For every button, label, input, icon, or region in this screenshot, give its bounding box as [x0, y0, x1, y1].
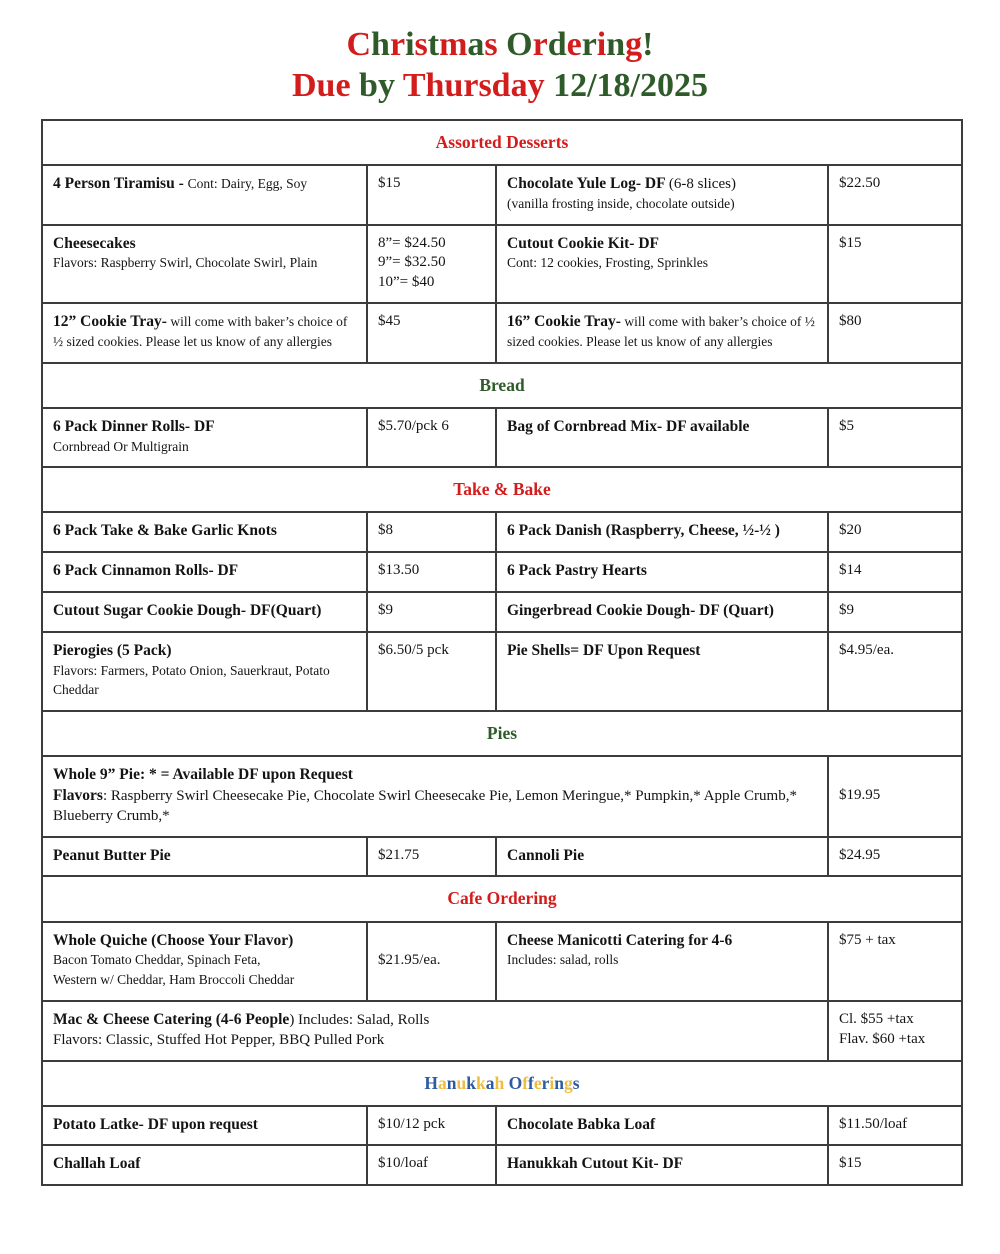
text-run: Cheese Manicotti Catering for 4-6 [507, 931, 733, 949]
text-run: Flavors: Farmers, Potato Onion, Sauerkraut, Potato Cheddar [53, 662, 330, 698]
text-run: Cornbread Or Multigrain [53, 438, 189, 454]
cell-line [378, 174, 485, 194]
section-header-letter: g [564, 1072, 573, 1093]
text-run: $11.50/loaf [839, 1115, 908, 1132]
item-cell [42, 303, 367, 363]
section-header-letter: a [485, 1072, 495, 1093]
section-header-letter: u [456, 1072, 467, 1093]
section-header-letter: e [533, 1072, 542, 1093]
page-title-line2 [0, 65, 1000, 106]
section-header [42, 1061, 962, 1106]
price-cell [367, 408, 496, 468]
text-run: $24.95 [839, 846, 881, 863]
cell-line [53, 765, 817, 786]
cell-line [378, 846, 485, 866]
title-letter: m [439, 26, 468, 63]
cell-line [839, 521, 951, 541]
price-cell [828, 512, 962, 552]
cell-line [839, 561, 951, 581]
text-run: Flavors: Classic, Stuffed Hot Pepper, BBQ Pulled Pork [53, 1031, 385, 1048]
price-cell [367, 552, 496, 592]
menu-row [42, 225, 962, 303]
section-row [42, 120, 962, 165]
section-header-letter: O [508, 1072, 523, 1093]
section-header-letter: n [554, 1072, 565, 1093]
cell-line [378, 951, 485, 971]
price-cell [828, 756, 962, 836]
text-run: 12” Cookie Tray- [53, 313, 167, 331]
title-letter: r [581, 26, 597, 63]
title-letter: i [596, 26, 607, 63]
section-header-letter: f [522, 1072, 529, 1093]
cell-line [507, 417, 817, 438]
price-cell [367, 1106, 496, 1146]
title-letter: h [371, 26, 390, 63]
menu-row [42, 512, 962, 552]
text-run: Potato Latke- DF upon request [53, 1115, 258, 1133]
price-cell [828, 552, 962, 592]
price-cell [828, 225, 962, 303]
section-header-letter: h [494, 1072, 505, 1093]
cell-line [53, 662, 356, 702]
text-run: Gingerbread Cookie Dough- DF (Quart) [507, 601, 774, 619]
text-run: Bacon Tomato Cheddar, Spinach Feta, [53, 952, 261, 968]
text-run: Western w/ Cheddar, Ham Broccoli Cheddar [53, 972, 295, 988]
text-run: ) Includes: Salad, Rolls [289, 1011, 430, 1028]
price-cell [367, 592, 496, 632]
item-cell [42, 1106, 367, 1146]
title-letter: O [506, 26, 533, 63]
section-header-letter: k [475, 1072, 486, 1093]
item-cell [42, 632, 367, 711]
price-cell [367, 165, 496, 225]
section-header: Take & Bake [42, 467, 962, 512]
text-run: $21.75 [378, 846, 420, 863]
cell-line [839, 601, 951, 621]
text-run: $15 [839, 1155, 862, 1172]
title-letter: C [346, 26, 372, 63]
text-run: $21.95/ea. [378, 951, 441, 968]
text-run: Cheesecakes [53, 234, 136, 252]
menu-row [42, 837, 962, 877]
text-run: $75 + tax [839, 931, 896, 948]
cell-line [378, 253, 485, 273]
cell-line [378, 417, 485, 437]
cell-line [839, 1115, 951, 1135]
cell-line [507, 1154, 817, 1175]
item-cell [42, 1001, 828, 1061]
item-cell [42, 165, 367, 225]
cell-line [53, 951, 356, 971]
cell-line [53, 174, 356, 195]
menu-row [42, 592, 962, 632]
text-run: 16” Cookie Tray- [507, 313, 621, 331]
cell-line [53, 417, 356, 438]
item-cell [42, 552, 367, 592]
text-run: 6 Pack Take & Bake Garlic Knots [53, 522, 277, 540]
text-run: 8”= $24.50 [378, 234, 446, 251]
cell-line [839, 641, 951, 661]
cell-line [378, 521, 485, 541]
item-cell [42, 512, 367, 552]
menu-row [42, 1001, 962, 1061]
cell-line [53, 971, 356, 991]
section-header-letter: H [424, 1072, 439, 1093]
text-run: Cl. $55 +tax [839, 1010, 914, 1027]
item-cell [42, 1145, 367, 1185]
cell-line [507, 174, 817, 195]
text-run: Bag of Cornbread Mix- DF available [507, 417, 750, 435]
section-header: Pies [42, 711, 962, 756]
cell-line [53, 1115, 356, 1136]
price-cell [828, 922, 962, 1001]
price-cell [828, 632, 962, 711]
price-cell [828, 408, 962, 468]
title-letter: n [606, 26, 626, 63]
text-run: $13.50 [378, 562, 420, 579]
page-title-line1 [0, 24, 1000, 65]
section-row [42, 467, 962, 512]
menu-row [42, 1106, 962, 1146]
cell-line [507, 1115, 817, 1136]
item-cell [496, 225, 828, 303]
item-cell [42, 408, 367, 468]
text-run: 10”= $40 [378, 274, 435, 291]
text-run: $15 [839, 234, 862, 251]
text-run: Hanukkah Cutout Kit- DF [507, 1155, 684, 1173]
price-cell [367, 303, 496, 363]
menu-row [42, 303, 962, 363]
cell-line [378, 312, 485, 332]
menu-row [42, 552, 962, 592]
text-run: Whole 9” Pie: * = Available DF upon Request [53, 766, 353, 784]
text-run: (6-8 slices) [668, 176, 736, 193]
text-run: $45 [378, 313, 401, 330]
price-cell [828, 165, 962, 225]
text-run: Cont: 12 cookies, Frosting, Sprinkles [507, 255, 709, 271]
section-row [42, 876, 962, 921]
cell-line [839, 846, 951, 866]
cell-line [507, 254, 817, 274]
text-run: will come with baker’s choice of ½ sized cookies. Please let us know of any allergies [53, 314, 348, 349]
title-word: by [350, 67, 395, 105]
text-run: $9 [378, 601, 393, 618]
price-cell [367, 632, 496, 711]
price-cell [367, 512, 496, 552]
text-run: Chocolate Babka Loaf [507, 1115, 656, 1133]
text-run: 6 Pack Cinnamon Rolls- DF [53, 562, 239, 580]
text-run: (vanilla frosting inside, chocolate outside) [507, 195, 735, 211]
title-letter: d [547, 26, 567, 63]
cell-line [53, 931, 356, 952]
cell-line [839, 417, 951, 437]
title-word: 12/18/2025 [544, 67, 708, 105]
section-header-letter: r [541, 1072, 550, 1093]
price-cell [367, 922, 496, 1001]
text-run: $6.50/5 pck [378, 641, 449, 658]
text-run: Chocolate Yule Log- DF [507, 175, 669, 193]
cell-line [839, 1030, 951, 1050]
cell-line [507, 234, 817, 255]
item-cell [496, 632, 828, 711]
text-run: $22.50 [839, 175, 881, 192]
cell-line [839, 931, 951, 951]
text-run: Pierogies (5 Pack) [53, 641, 172, 659]
cell-line [53, 846, 356, 867]
cell-line [839, 312, 951, 332]
page-titles [0, 0, 1000, 107]
text-run: $80 [839, 313, 862, 330]
text-run: $10/loaf [378, 1155, 428, 1172]
cell-line [507, 951, 817, 971]
title-letter: s [484, 26, 498, 63]
item-cell [496, 552, 828, 592]
cell-line [378, 273, 485, 293]
section-header-letter: k [466, 1072, 476, 1093]
text-run: $19.95 [839, 787, 881, 804]
menu-table-body [42, 120, 962, 1185]
price-cell [828, 592, 962, 632]
title-letter: s [414, 26, 428, 63]
price-cell [367, 225, 496, 303]
cell-line [53, 1010, 817, 1031]
text-run: $14 [839, 562, 862, 579]
title-letter [498, 26, 507, 63]
section-row [42, 363, 962, 408]
cell-line [53, 1031, 817, 1051]
text-run: Flavors [53, 787, 103, 805]
text-run: Peanut Butter Pie [53, 846, 171, 864]
cell-line [507, 601, 817, 622]
cell-line [839, 786, 951, 806]
text-run: $9 [839, 601, 854, 618]
price-cell [828, 1145, 962, 1185]
text-run: Cutout Cookie Kit- DF [507, 234, 659, 252]
cell-line [53, 601, 356, 622]
cell-line [53, 521, 356, 542]
text-run: 6 Pack Pastry Hearts [507, 562, 647, 580]
title-letter: r [532, 26, 548, 63]
title-letter: i [405, 26, 415, 63]
text-run: Pie Shells= DF Upon Request [507, 641, 701, 659]
text-run: $10/12 pck [378, 1115, 446, 1132]
item-cell [496, 408, 828, 468]
item-cell [496, 922, 828, 1001]
text-run: 4 Person Tiramisu - [53, 175, 188, 193]
cell-line [507, 846, 817, 867]
cell-line [839, 1010, 951, 1030]
cell-line [839, 234, 951, 254]
text-run: Flav. $60 +tax [839, 1030, 926, 1047]
text-run: $8 [378, 522, 393, 539]
item-cell [496, 1106, 828, 1146]
cell-line [53, 786, 817, 827]
text-run: $5 [839, 417, 854, 434]
menu-row [42, 922, 962, 1001]
cell-line [839, 1154, 951, 1174]
section-header: Bread [42, 363, 962, 408]
price-cell [828, 1106, 962, 1146]
text-run: 9”= $32.50 [378, 254, 446, 271]
cell-line [378, 641, 485, 661]
text-run: Includes: salad, rolls [507, 952, 619, 968]
item-cell [496, 303, 828, 363]
cell-line [507, 195, 817, 215]
cell-line [53, 641, 356, 662]
cell-line [507, 521, 817, 542]
price-cell [828, 303, 962, 363]
text-run: Cutout Sugar Cookie Dough- DF(Quart) [53, 601, 322, 619]
title-letter: ! [642, 26, 654, 63]
text-run: $15 [378, 175, 401, 192]
title-letter: t [427, 26, 440, 63]
cell-line [53, 254, 356, 274]
text-run: : Raspberry Swirl Cheesecake Pie, Chocolate Swirl Cheesecake Pie, Lemon Meringue,* Pumpkin,* Apple Crumb,* Blueberry Crumb,* [53, 788, 797, 824]
text-run: $4.95/ea. [839, 641, 894, 658]
item-cell [496, 1145, 828, 1185]
menu-table [41, 119, 963, 1186]
section-header-letter: n [446, 1072, 457, 1093]
title-word: Thursday [394, 67, 545, 105]
cell-line [839, 174, 951, 194]
item-cell [42, 837, 367, 877]
text-run: will come with baker’s choice of ½ sized cookies. Please let us know of any allergies [507, 314, 815, 349]
section-header-letter: s [572, 1072, 580, 1093]
text-run: 6 Pack Danish (Raspberry, Cheese, ½-½ ) [507, 522, 780, 540]
title-letter: a [467, 26, 485, 63]
price-cell [828, 1001, 962, 1061]
cell-line [378, 1154, 485, 1174]
item-cell [496, 165, 828, 225]
section-header: Assorted Desserts [42, 120, 962, 165]
section-header-letter: i [549, 1072, 555, 1093]
menu-row [42, 165, 962, 225]
price-cell [828, 837, 962, 877]
cell-line [507, 641, 817, 662]
title-word: Due [291, 67, 351, 105]
title-letter: e [566, 26, 582, 63]
cell-line [53, 1154, 356, 1175]
cell-line [507, 931, 817, 952]
cell-line [378, 601, 485, 621]
text-run: Mac & Cheese Catering (4-6 People [53, 1010, 290, 1028]
cell-line [53, 234, 356, 255]
cell-line [378, 1115, 485, 1135]
text-run: Cont: Dairy, Egg, Soy [187, 176, 308, 192]
section-header-letter: a [438, 1072, 447, 1093]
item-cell [496, 837, 828, 877]
cell-line [53, 561, 356, 582]
text-run: $20 [839, 522, 862, 539]
text-run: Whole Quiche (Choose Your Flavor) [53, 931, 294, 949]
menu-row [42, 408, 962, 468]
title-letter: g [625, 26, 643, 63]
title-letter: r [389, 26, 406, 63]
cell-line [378, 234, 485, 254]
item-cell [42, 756, 828, 836]
section-header: Cafe Ordering [42, 876, 962, 921]
menu-row [42, 632, 962, 711]
cell-line [378, 561, 485, 581]
text-run: Flavors: Raspberry Swirl, Chocolate Swirl, Plain [53, 255, 318, 271]
text-run: Challah Loaf [53, 1155, 141, 1173]
price-cell [367, 837, 496, 877]
menu-row [42, 1145, 962, 1185]
cell-line [507, 561, 817, 582]
item-cell [496, 512, 828, 552]
section-row [42, 1061, 962, 1106]
item-cell [42, 225, 367, 303]
text-run: $5.70/pck 6 [378, 417, 449, 434]
text-run: Cannoli Pie [507, 846, 585, 864]
price-cell [367, 1145, 496, 1185]
section-header-letter: f [528, 1072, 534, 1093]
item-cell [496, 592, 828, 632]
cell-line [507, 312, 817, 353]
cell-line [53, 312, 356, 353]
text-run: 6 Pack Dinner Rolls- DF [53, 417, 215, 435]
menu-row [42, 756, 962, 836]
cell-line [53, 438, 356, 458]
item-cell [42, 592, 367, 632]
item-cell [42, 922, 367, 1001]
section-row [42, 711, 962, 756]
